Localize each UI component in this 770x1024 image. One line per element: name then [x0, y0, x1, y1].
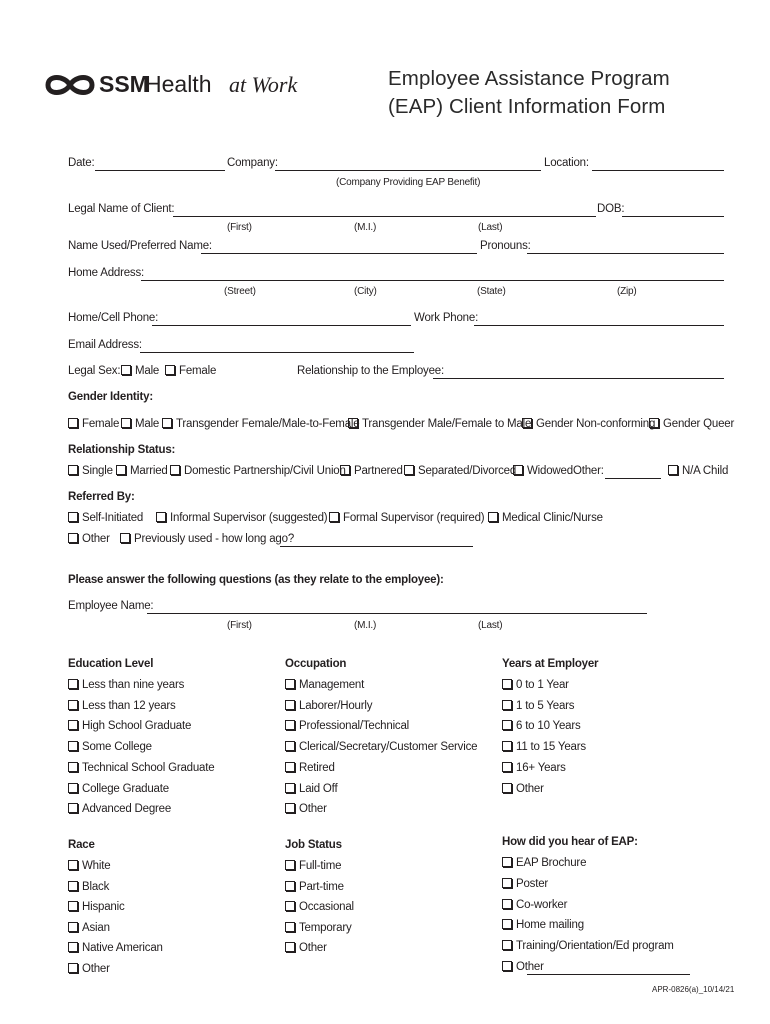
- occupation-option-1[interactable]: [285, 679, 364, 691]
- relationship-other-field[interactable]: [605, 478, 661, 479]
- checkbox-icon[interactable]: [502, 899, 512, 909]
- option-label: Temporary: [299, 922, 352, 934]
- checkbox-icon[interactable]: [668, 465, 678, 475]
- legal-name-field[interactable]: [173, 216, 596, 217]
- years-option-4[interactable]: [502, 741, 586, 753]
- checkbox-icon[interactable]: [502, 857, 512, 867]
- job-status-option-5[interactable]: [285, 942, 327, 954]
- checkbox-icon[interactable]: [488, 512, 498, 522]
- relationship-na-child-option[interactable]: [668, 465, 728, 477]
- preferred-name-label: Name Used/Preferred Name:: [68, 240, 212, 252]
- education-heading: Education Level: [68, 658, 154, 670]
- legal-sex-female-option[interactable]: [165, 365, 216, 377]
- option-label: Other: [82, 963, 110, 975]
- relationship-to-employee-label: Relationship to the Employee:: [297, 365, 444, 377]
- option-label: Widowed: [527, 465, 573, 477]
- option-label: Partnered: [354, 465, 403, 477]
- checkbox-icon[interactable]: [285, 881, 295, 891]
- heard-option-3[interactable]: [502, 899, 567, 911]
- checkbox-icon[interactable]: [329, 512, 339, 522]
- dob-field[interactable]: [622, 216, 724, 217]
- work-phone-label: Work Phone:: [414, 312, 479, 324]
- logo-health-text: Health: [145, 71, 212, 97]
- form-title-line1: Employee Assistance Program: [388, 67, 670, 90]
- relationship-to-employee-field[interactable]: [433, 378, 724, 379]
- option-label: Transgender Female/Male-to-Female: [176, 418, 360, 430]
- email-label: Email Address:: [68, 339, 142, 351]
- checkbox-icon[interactable]: [285, 720, 295, 730]
- option-label: Other: [516, 961, 544, 973]
- option-label: Other: [299, 803, 327, 815]
- checkbox-icon[interactable]: [68, 679, 78, 689]
- checkbox-icon[interactable]: [285, 922, 295, 932]
- status-single-option[interactable]: [68, 465, 113, 477]
- cell-phone-label: Home/Cell Phone:: [68, 312, 159, 324]
- option-label: Retired: [299, 762, 335, 774]
- option-label: Domestic Partnership/Civil Union: [184, 465, 346, 477]
- option-label: Less than 12 years: [82, 700, 176, 712]
- option-label: Black: [82, 881, 110, 893]
- referred-formal-supervisor-option[interactable]: [329, 512, 484, 524]
- option-label: Other: [82, 533, 110, 545]
- option-label: Transgender Male/Female to Male: [362, 418, 532, 430]
- checkbox-icon[interactable]: [285, 741, 295, 751]
- heard-option-6[interactable]: [502, 961, 544, 973]
- checkbox-icon[interactable]: [285, 762, 295, 772]
- checkbox-icon[interactable]: [502, 762, 512, 772]
- status-domestic-partnership-option[interactable]: [170, 465, 346, 477]
- employee-last-caption: (Last): [478, 620, 503, 631]
- option-label: Gender Non-conforming: [536, 418, 656, 430]
- location-field[interactable]: [592, 170, 724, 171]
- checkbox-icon[interactable]: [502, 940, 512, 950]
- pronouns-label: Pronouns:: [480, 240, 531, 252]
- employee-first-caption: (First): [227, 620, 252, 631]
- race-option-3[interactable]: [68, 901, 125, 913]
- form-code: APR-0826(a)_10/14/21: [652, 985, 735, 994]
- option-label: Full-time: [299, 860, 342, 872]
- preferred-name-field[interactable]: [201, 253, 477, 254]
- cell-phone-field[interactable]: [152, 325, 411, 326]
- legal-name-label: Legal Name of Client:: [68, 203, 175, 215]
- years-option-5[interactable]: [502, 762, 566, 774]
- option-label: 11 to 15 Years: [516, 741, 586, 753]
- checkbox-icon[interactable]: [502, 720, 512, 730]
- option-label: Hispanic: [82, 901, 125, 913]
- ssm-swirl-icon: [44, 71, 96, 99]
- checkbox-icon[interactable]: [121, 418, 131, 428]
- logo-ssm-text: SSM: [99, 71, 149, 97]
- checkbox-icon[interactable]: [513, 465, 523, 475]
- option-label: Female: [82, 418, 120, 430]
- option-label: Some College: [82, 741, 152, 753]
- checkbox-icon[interactable]: [68, 418, 78, 428]
- race-option-2[interactable]: [68, 881, 109, 893]
- checkbox-icon[interactable]: [285, 803, 295, 813]
- option-label: Separated/Divorced: [418, 465, 517, 477]
- education-option-3[interactable]: [68, 720, 191, 732]
- occupation-option-3[interactable]: [285, 720, 409, 732]
- date-field[interactable]: [95, 170, 225, 171]
- race-option-5[interactable]: [68, 942, 163, 954]
- option-label: Other: [299, 942, 327, 954]
- email-field[interactable]: [140, 352, 414, 353]
- option-label: 0 to 1 Year: [516, 679, 569, 691]
- status-separated-option[interactable]: [404, 465, 516, 477]
- option-label: Formal Supervisor (required): [343, 512, 485, 524]
- checkbox-icon[interactable]: [285, 783, 295, 793]
- checkbox-icon[interactable]: [68, 465, 78, 475]
- option-label: Laid Off: [299, 783, 338, 795]
- referred-by-heading: Referred By:: [68, 491, 135, 503]
- option-label: Co-worker: [516, 899, 568, 911]
- option-label: Training/Orientation/Ed program: [516, 940, 674, 952]
- referred-informal-supervisor-option[interactable]: [156, 512, 327, 524]
- years-option-6[interactable]: [502, 783, 544, 795]
- checkbox-icon[interactable]: [285, 942, 295, 952]
- occupation-option-6[interactable]: [285, 783, 337, 795]
- referred-self-option[interactable]: [68, 512, 143, 524]
- option-label: 6 to 10 Years: [516, 720, 581, 732]
- checkbox-icon[interactable]: [121, 365, 131, 375]
- checkbox-icon[interactable]: [502, 741, 512, 751]
- checkbox-icon[interactable]: [340, 465, 350, 475]
- option-label: Laborer/Hourly: [299, 700, 373, 712]
- checkbox-icon[interactable]: [120, 533, 130, 543]
- gender-queer-option[interactable]: [649, 418, 734, 430]
- referred-medical-clinic-option[interactable]: [488, 512, 603, 524]
- option-label: Native American: [82, 942, 163, 954]
- checkbox-icon[interactable]: [68, 720, 78, 730]
- checkbox-icon[interactable]: [502, 679, 512, 689]
- checkbox-icon[interactable]: [68, 901, 78, 911]
- checkbox-icon[interactable]: [404, 465, 414, 475]
- option-label: Self-Initiated: [82, 512, 144, 524]
- company-field[interactable]: [275, 170, 541, 171]
- gender-nonconforming-option[interactable]: [522, 418, 655, 430]
- checkbox-icon[interactable]: [68, 881, 78, 891]
- home-address-field[interactable]: [141, 280, 724, 281]
- option-label: Part-time: [299, 881, 344, 893]
- dob-label: DOB:: [597, 203, 625, 215]
- relationship-other-label: Other:: [573, 465, 604, 477]
- heard-heading: How did you hear of EAP:: [502, 836, 638, 848]
- option-label: Other: [516, 783, 544, 795]
- checkbox-icon[interactable]: [68, 700, 78, 710]
- work-phone-field[interactable]: [474, 325, 724, 326]
- last-caption: (Last): [478, 222, 503, 233]
- option-label: EAP Brochure: [516, 857, 587, 869]
- option-label: Poster: [516, 878, 549, 890]
- occupation-option-5[interactable]: [285, 762, 335, 774]
- job-status-option-4[interactable]: [285, 922, 352, 934]
- checkbox-icon[interactable]: [348, 418, 358, 428]
- occupation-option-7[interactable]: [285, 803, 327, 815]
- job-status-heading: Job Status: [285, 839, 342, 851]
- race-option-4[interactable]: [68, 922, 110, 934]
- option-label: N/A Child: [682, 465, 729, 477]
- checkbox-icon[interactable]: [68, 963, 78, 973]
- date-label: Date:: [68, 157, 95, 169]
- education-option-4[interactable]: [68, 741, 152, 753]
- years-option-2[interactable]: [502, 700, 574, 712]
- gender-male-option[interactable]: [121, 418, 159, 430]
- previously-used-field[interactable]: [280, 546, 473, 547]
- option-label: Male: [135, 418, 160, 430]
- state-caption: (State): [477, 286, 506, 297]
- option-label: Gender Queer: [663, 418, 735, 430]
- checkbox-icon[interactable]: [68, 803, 78, 813]
- heard-option-2[interactable]: [502, 878, 548, 890]
- gender-trans-male-option[interactable]: [348, 418, 531, 430]
- heard-option-5[interactable]: [502, 940, 674, 952]
- checkbox-icon[interactable]: [502, 878, 512, 888]
- option-label: Medical Clinic/Nurse: [502, 512, 603, 524]
- street-caption: (Street): [224, 286, 256, 297]
- employee-mi-caption: (M.I.): [354, 620, 377, 631]
- years-option-3[interactable]: [502, 720, 581, 732]
- heard-option-1[interactable]: [502, 857, 586, 869]
- checkbox-icon[interactable]: [68, 533, 78, 543]
- checkbox-icon[interactable]: [68, 783, 78, 793]
- job-status-option-3[interactable]: [285, 901, 354, 913]
- option-label: 16+ Years: [516, 762, 566, 774]
- gender-female-option[interactable]: [68, 418, 119, 430]
- location-label: Location:: [544, 157, 589, 169]
- race-heading: Race: [68, 839, 95, 851]
- option-label: Technical School Graduate: [82, 762, 215, 774]
- option-label: Management: [299, 679, 365, 691]
- education-option-7[interactable]: [68, 803, 171, 815]
- occupation-option-4[interactable]: [285, 741, 477, 753]
- status-married-option[interactable]: [116, 465, 168, 477]
- option-label: Home mailing: [516, 919, 584, 931]
- company-caption: (Company Providing EAP Benefit): [336, 177, 481, 188]
- referred-previously-used-option[interactable]: [120, 533, 294, 545]
- occupation-option-2[interactable]: [285, 700, 372, 712]
- years-option-1[interactable]: [502, 679, 569, 691]
- job-status-option-2[interactable]: [285, 881, 344, 893]
- checkbox-icon[interactable]: [502, 700, 512, 710]
- checkbox-icon[interactable]: [116, 465, 126, 475]
- option-label: Clerical/Secretary/Customer Service: [299, 741, 478, 753]
- checkbox-icon[interactable]: [649, 418, 659, 428]
- option-label: Previously used - how long ago?: [134, 533, 295, 545]
- employee-name-field[interactable]: [147, 613, 647, 614]
- checkbox-icon[interactable]: [522, 418, 532, 428]
- option-label: Female: [179, 365, 217, 377]
- education-option-2[interactable]: [68, 700, 176, 712]
- checkbox-icon[interactable]: [285, 860, 295, 870]
- option-label: Male: [135, 365, 160, 377]
- legal-sex-male-option[interactable]: [121, 365, 159, 377]
- checkbox-icon[interactable]: [68, 762, 78, 772]
- option-label: Asian: [82, 922, 110, 934]
- checkbox-icon[interactable]: [502, 919, 512, 929]
- gender-identity-heading: Gender Identity:: [68, 391, 153, 403]
- status-partnered-option[interactable]: [340, 465, 403, 477]
- gender-trans-female-option[interactable]: [162, 418, 359, 430]
- company-label: Company:: [227, 157, 278, 169]
- logo-at-work-text: at Work: [229, 72, 298, 97]
- option-label: Less than nine years: [82, 679, 185, 691]
- race-option-6[interactable]: [68, 963, 110, 975]
- option-label: Professional/Technical: [299, 720, 410, 732]
- checkbox-icon[interactable]: [68, 922, 78, 932]
- option-label: Occasional: [299, 901, 354, 913]
- heard-other-field[interactable]: [527, 974, 690, 975]
- checkbox-icon[interactable]: [68, 741, 78, 751]
- option-label: 1 to 5 Years: [516, 700, 575, 712]
- option-label: White: [82, 860, 111, 872]
- option-label: High School Graduate: [82, 720, 192, 732]
- checkbox-icon[interactable]: [68, 512, 78, 522]
- zip-caption: (Zip): [617, 286, 637, 297]
- checkbox-icon[interactable]: [170, 465, 180, 475]
- checkbox-icon[interactable]: [156, 512, 166, 522]
- form-title-line2: (EAP) Client Information Form: [388, 95, 666, 118]
- checkbox-icon[interactable]: [285, 700, 295, 710]
- checkbox-icon[interactable]: [285, 679, 295, 689]
- option-label: Married: [130, 465, 168, 477]
- education-option-1[interactable]: [68, 679, 184, 691]
- checkbox-icon[interactable]: [502, 783, 512, 793]
- relationship-status-heading: Relationship Status:: [68, 444, 176, 456]
- employee-instructions: Please answer the following questions (as they relate to the employee):: [68, 574, 444, 586]
- option-label: Informal Supervisor (suggested): [170, 512, 328, 524]
- mi-caption: (M.I.): [354, 222, 377, 233]
- first-caption: (First): [227, 222, 252, 233]
- heard-option-4[interactable]: [502, 919, 584, 931]
- checkbox-icon[interactable]: [165, 365, 175, 375]
- checkbox-icon[interactable]: [162, 418, 172, 428]
- years-heading: Years at Employer: [502, 658, 599, 670]
- checkbox-icon[interactable]: [68, 942, 78, 952]
- option-label: College Graduate: [82, 783, 169, 795]
- option-label: Single: [82, 465, 113, 477]
- education-option-5[interactable]: [68, 762, 214, 774]
- home-address-label: Home Address:: [68, 267, 145, 279]
- checkbox-icon[interactable]: [68, 860, 78, 870]
- city-caption: (City): [354, 286, 377, 297]
- pronouns-field[interactable]: [527, 253, 724, 254]
- status-widowed-option[interactable]: [513, 465, 573, 477]
- checkbox-icon[interactable]: [285, 901, 295, 911]
- occupation-heading: Occupation: [285, 658, 347, 670]
- checkbox-icon[interactable]: [502, 961, 512, 971]
- race-option-1[interactable]: [68, 860, 110, 872]
- referred-other-option[interactable]: [68, 533, 110, 545]
- option-label: Advanced Degree: [82, 803, 172, 815]
- employee-name-label: Employee Name:: [68, 600, 154, 612]
- education-option-6[interactable]: [68, 783, 169, 795]
- job-status-option-1[interactable]: [285, 860, 341, 872]
- legal-sex-label: Legal Sex:: [68, 365, 121, 377]
